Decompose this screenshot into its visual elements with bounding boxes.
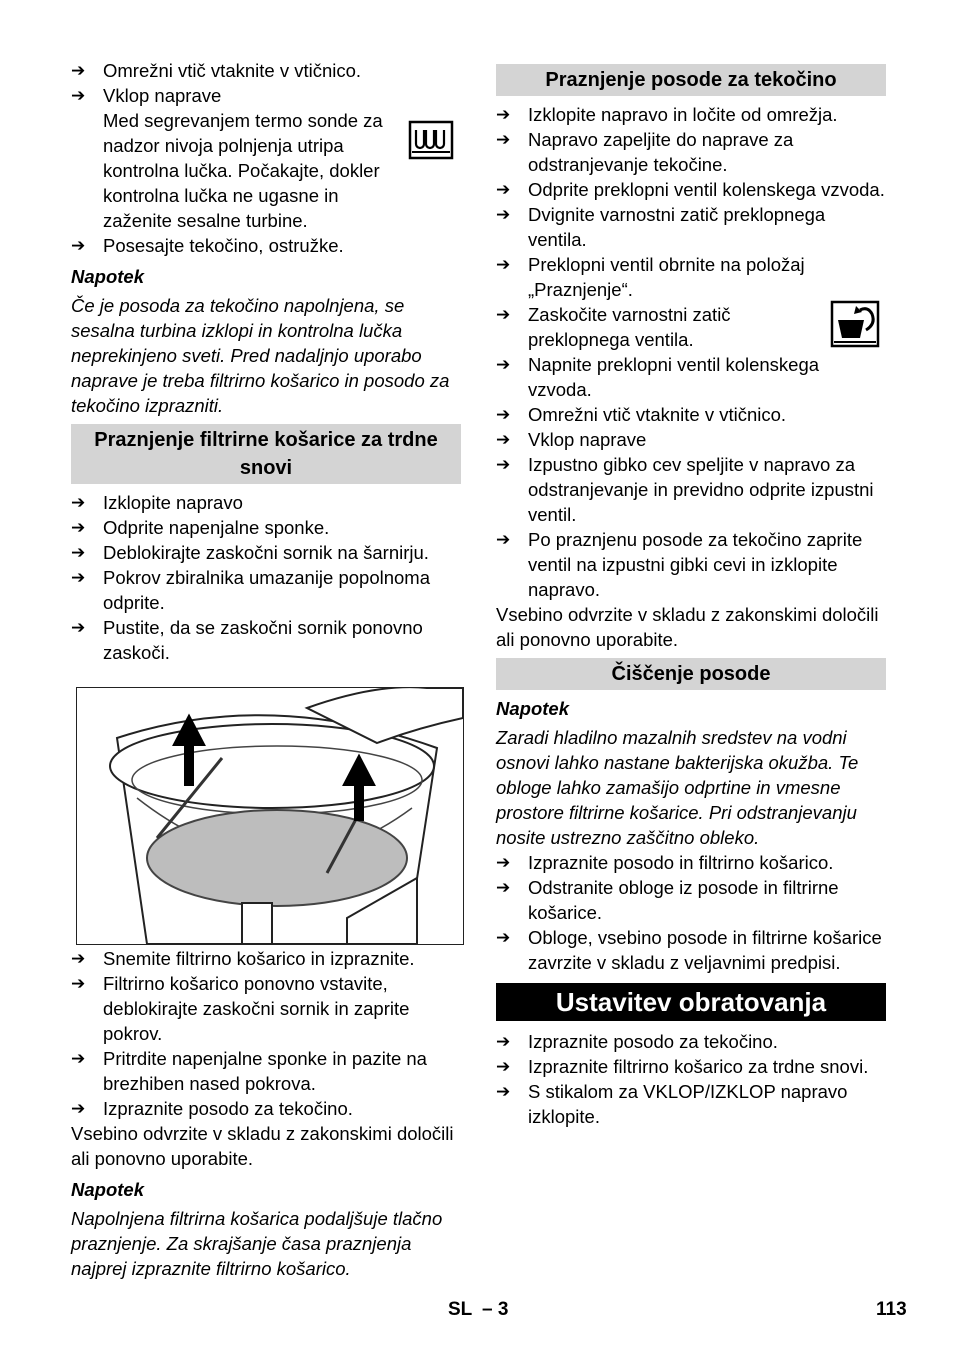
note-body: Napolnjena filtrirna košarica podaljšuje tlačno praznjenje. Za skrajšanje časa praznjenja najprej izpraznite filtrirno košarico. (71, 1208, 443, 1279)
right-column (496, 64, 886, 1129)
step-text: Obloge, vsebino posode in filtrirne košarice zavrzite v skladu z veljavnimi predpisi. (528, 927, 882, 973)
arrow-icon: ➔ (496, 455, 511, 474)
step-text: Omrežni vtič vtaknite v vtičnico. (103, 60, 362, 81)
heat-paragraph (71, 108, 461, 233)
arrow-icon: ➔ (496, 928, 511, 947)
step-text: Zaskočite varnostni zatič preklopnega ventila. (528, 304, 731, 350)
list-item (496, 875, 886, 925)
step-text: Snemite filtrirno košarico in izpraznite. (103, 948, 415, 969)
step-text: Izpraznite posodo za tekočino. (103, 1098, 353, 1119)
step-text: Posesajte tekočino, ostružke. (103, 235, 344, 256)
step-text: Izpraznite filtrirno košarico za trdne snovi. (528, 1056, 869, 1077)
list-item (71, 971, 461, 1046)
arrow-icon: ➔ (71, 61, 86, 80)
step-text: Odprite napenjalne sponke. (103, 517, 330, 538)
arrow-icon: ➔ (496, 430, 511, 449)
arrow-icon: ➔ (496, 878, 511, 897)
arrow-icon: ➔ (71, 1099, 86, 1118)
list-item (496, 402, 886, 427)
list-item (496, 925, 886, 975)
step-text: Odprite preklopni ventil kolenskega vzvoda. (528, 179, 885, 200)
list-item (71, 1046, 461, 1096)
list-item (496, 850, 886, 875)
step-text: Napnite preklopni ventil kolenskega vzvoda. (528, 354, 820, 400)
list-item (71, 946, 461, 971)
step-text: Dvignite varnostni zatič preklopnega ventila. (528, 204, 826, 250)
list-item (71, 83, 461, 108)
arrow-icon: ➔ (496, 405, 511, 424)
section-heading: Praznjenje posode za tekočino (496, 64, 886, 96)
list-item (71, 540, 461, 565)
step-text: Izpustno gibko cev speljite v napravo za odstranjevanje in previdno odprite izpustni ventil. (528, 454, 874, 525)
list-item (71, 58, 461, 83)
arrow-icon: ➔ (496, 1032, 511, 1051)
heater-warning-icon (408, 120, 454, 168)
step-text: Vklop naprave (528, 429, 647, 450)
footer-lang: SL (448, 1299, 473, 1320)
step-text: Odstranite obloge iz posode in filtrirne košarice. (528, 877, 839, 923)
note-title: Napotek (71, 266, 144, 287)
filter-basket-illustration (76, 687, 464, 945)
note-body: Zaradi hladilno mazalnih sredstev na vodni osnovi lahko nastane bakterijska okužba. Te obloge lahko zamašijo odprtine in vmesne prostore filtrirne košarice. Pri odstranjevanju nosite ustrezno zaščitno obleko. (496, 727, 859, 848)
arrow-icon: ➔ (71, 518, 86, 537)
list-item (496, 177, 886, 202)
step-text: Vklop naprave (103, 85, 222, 106)
arrow-icon: ➔ (71, 543, 86, 562)
arrow-icon: ➔ (496, 130, 511, 149)
step-text: Napravo zapeljite do naprave za odstranjevanje tekočine. (528, 129, 794, 175)
section-heading: Praznjenje filtrirne košarice za trdne snovi (71, 424, 461, 484)
page-number: 113 (876, 1299, 907, 1320)
left-column (71, 58, 461, 665)
arrow-icon: ➔ (496, 180, 511, 199)
step-text: Izpraznite posodo za tekočino. (528, 1031, 778, 1052)
arrow-icon: ➔ (71, 949, 86, 968)
list-item (71, 490, 461, 515)
list-item (71, 1096, 461, 1121)
step-text: Deblokirajte zaskočni sornik na šarnirju. (103, 542, 429, 563)
step-text: Pritrdite napenjalne sponke in pazite na brezhiben nased pokrova. (103, 1048, 427, 1094)
arrow-icon: ➔ (71, 974, 86, 993)
chapter-heading: Ustavitev obratovanja (496, 983, 886, 1021)
step-text: Pustite, da se zaskočni sornik ponovno zaskoči. (103, 617, 423, 663)
arrow-icon: ➔ (71, 618, 86, 637)
list-item (71, 233, 461, 258)
step-text: Izklopite napravo (103, 492, 243, 513)
list-item (71, 565, 461, 615)
step-text: Omrežni vtič vtaknite v vtičnico. (528, 404, 787, 425)
footer-section-mark: – 3 (482, 1299, 509, 1320)
list-item (496, 427, 886, 452)
step-text: Filtrirno košarico ponovno vstavite, deblokirajte zaskočni sornik in zaprite pokrov. (103, 973, 410, 1044)
list-item (71, 615, 461, 665)
arrow-icon: ➔ (71, 1049, 86, 1068)
step-text: S stikalom za VKLOP/IZKLOP napravo izklopite. (528, 1081, 848, 1127)
note-body: Če je posoda za tekočino napolnjena, se sesalna turbina izklopi in kontrolna lučka neprekinjeno sveti. Pred nadaljnjo uporabo naprave je treba filtrirno košarico in posodo za tekočino izprazniti. (71, 295, 450, 416)
arrow-icon: ➔ (496, 205, 511, 224)
step-text: Izklopite napravo in ločite od omrežja. (528, 104, 838, 125)
dispose-text: Vsebino odvrzite v skladu z zakonskimi določili ali ponovno uporabite. (71, 1123, 454, 1169)
step-text: Pokrov zbiralnika umazanije popolnoma odprite. (103, 567, 431, 613)
note-title: Napotek (71, 1179, 144, 1200)
step-text: Izpraznite posodo in filtrirno košarico. (528, 852, 834, 873)
list-item (496, 102, 886, 127)
left-column-lower (71, 946, 461, 1281)
arrow-icon: ➔ (71, 568, 86, 587)
list-item (71, 515, 461, 540)
arrow-icon: ➔ (496, 305, 511, 324)
list-item (496, 352, 886, 402)
arrow-icon: ➔ (496, 853, 511, 872)
list-item (496, 452, 886, 527)
dispose-text: Vsebino odvrzite v skladu z zakonskimi določili ali ponovno uporabite. (496, 604, 879, 650)
heat-text: Med segrevanjem termo sonde za nadzor nivoja polnjenja utripa kontrolna lučka. Počakajte, dokler kontrolna lučka ne ugasne in zaženite sesalne turbine. (103, 110, 383, 231)
section-heading: Čiščenje posode (496, 658, 886, 690)
note-title: Napotek (496, 698, 569, 719)
list-item (496, 1054, 886, 1079)
arrow-icon: ➔ (496, 1057, 511, 1076)
arrow-icon: ➔ (496, 255, 511, 274)
arrow-icon: ➔ (71, 86, 86, 105)
arrow-icon: ➔ (496, 1082, 511, 1101)
list-item (496, 252, 886, 302)
list-item (496, 127, 886, 177)
arrow-icon: ➔ (71, 493, 86, 512)
arrow-icon: ➔ (496, 355, 511, 374)
list-item (496, 1079, 886, 1129)
arrow-icon: ➔ (496, 105, 511, 124)
list-item (496, 202, 886, 252)
arrow-icon: ➔ (71, 236, 86, 255)
step-text: Po praznjenu posode za tekočino zaprite ventil na izpustni gibki cevi in izklopite napravo. (528, 529, 863, 600)
drain-valve-icon (830, 300, 882, 354)
list-item (496, 1029, 886, 1054)
step-text: Preklopni ventil obrnite na položaj „Praznjenje“. (528, 254, 805, 300)
list-item (496, 302, 886, 352)
arrow-icon: ➔ (496, 530, 511, 549)
list-item (496, 527, 886, 602)
